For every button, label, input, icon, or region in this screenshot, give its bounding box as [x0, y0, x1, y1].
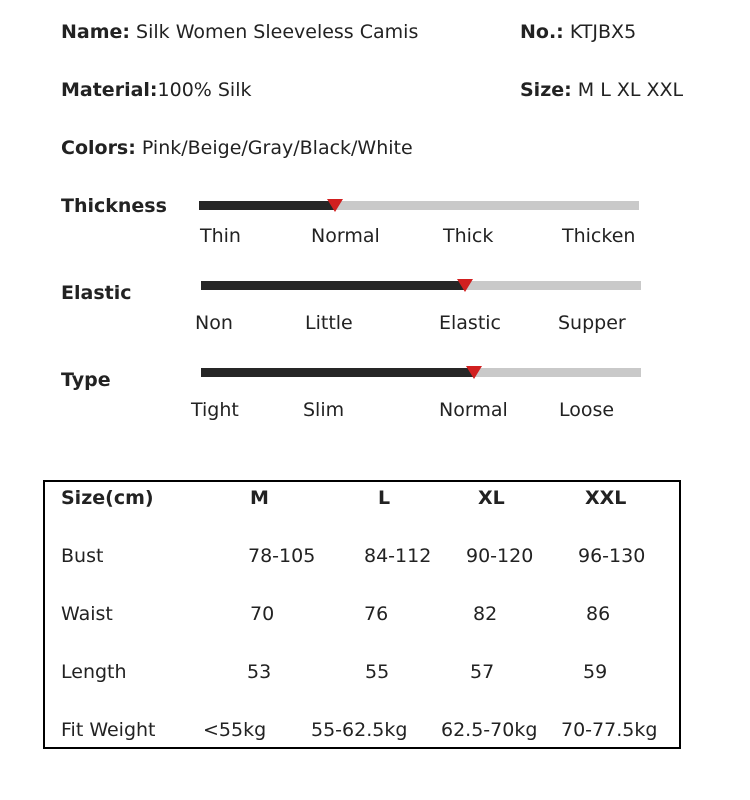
- material-key: Material:: [61, 79, 158, 101]
- size-table: [43, 480, 681, 749]
- type-option-tight: Tight: [191, 399, 239, 421]
- table-row-label-bust: Bust: [61, 545, 104, 567]
- table-cell: 62.5-70kg: [441, 719, 538, 741]
- elastic-bar: [201, 281, 641, 290]
- size-line: [520, 79, 683, 101]
- colors-value: Pink/Beige/Gray/Black/White: [135, 137, 413, 159]
- number-key: No.:: [520, 21, 564, 43]
- size-value: M L XL XXL: [571, 79, 684, 101]
- table-header-l: L: [378, 487, 391, 509]
- elastic-option-supper: Supper: [558, 312, 626, 334]
- name-line: [61, 21, 418, 43]
- colors-key: Colors:: [61, 137, 136, 159]
- size-key: Size:: [520, 79, 572, 101]
- elastic-label: Elastic: [61, 282, 132, 304]
- table-cell: 70: [250, 603, 275, 625]
- table-cell: 59: [583, 661, 608, 683]
- type-option-slim: Slim: [303, 399, 345, 421]
- thickness-option-thicken: Thicken: [562, 225, 636, 247]
- colors-line: [61, 137, 413, 159]
- table-cell: 55-62.5kg: [311, 719, 408, 741]
- thickness-marker-icon: [327, 199, 343, 212]
- thickness-option-normal: Normal: [311, 225, 380, 247]
- type-marker-icon: [466, 366, 482, 379]
- elastic-bar-fill: [201, 281, 465, 290]
- elastic-marker-icon: [457, 279, 473, 292]
- elastic-option-non: Non: [195, 312, 233, 334]
- table-cell: 84-112: [364, 545, 432, 567]
- type-bar-fill: [201, 368, 474, 377]
- table-cell: <55kg: [203, 719, 267, 741]
- material-line: [61, 79, 252, 101]
- thickness-bar-fill: [199, 201, 335, 210]
- name-key: Name:: [61, 21, 131, 43]
- type-option-loose: Loose: [559, 399, 615, 421]
- table-cell: 76: [364, 603, 389, 625]
- type-option-normal: Normal: [439, 399, 508, 421]
- table-cell: 70-77.5kg: [561, 719, 658, 741]
- thickness-bar: [199, 201, 639, 210]
- elastic-option-elastic: Elastic: [439, 312, 502, 334]
- table-cell: 53: [247, 661, 272, 683]
- table-cell: 57: [470, 661, 495, 683]
- table-cell: 82: [473, 603, 498, 625]
- type-label: Type: [61, 369, 111, 391]
- table-row-label-fit-weight: Fit Weight: [61, 719, 156, 741]
- table-cell: 55: [365, 661, 390, 683]
- thickness-option-thick: Thick: [443, 225, 494, 247]
- table-header-xxl: XXL: [585, 487, 627, 509]
- thickness-option-thin: Thin: [200, 225, 241, 247]
- table-cell: 90-120: [466, 545, 534, 567]
- table-header-m: M: [250, 487, 269, 509]
- table-header-xl: XL: [478, 487, 505, 509]
- table-cell: 86: [586, 603, 611, 625]
- elastic-option-little: Little: [305, 312, 353, 334]
- number-line: [520, 21, 636, 43]
- number-value: KTJBX5: [563, 21, 637, 43]
- table-row-label-waist: Waist: [61, 603, 113, 625]
- table-row-label-length: Length: [61, 661, 127, 683]
- material-value: 100% Silk: [157, 79, 252, 101]
- type-bar: [201, 368, 641, 377]
- table-cell: 96-130: [578, 545, 646, 567]
- table-header-size: Size(cm): [61, 487, 154, 509]
- thickness-label: Thickness: [61, 195, 167, 217]
- table-cell: 78-105: [248, 545, 316, 567]
- name-value: Silk Women Sleeveless Camis: [130, 21, 419, 43]
